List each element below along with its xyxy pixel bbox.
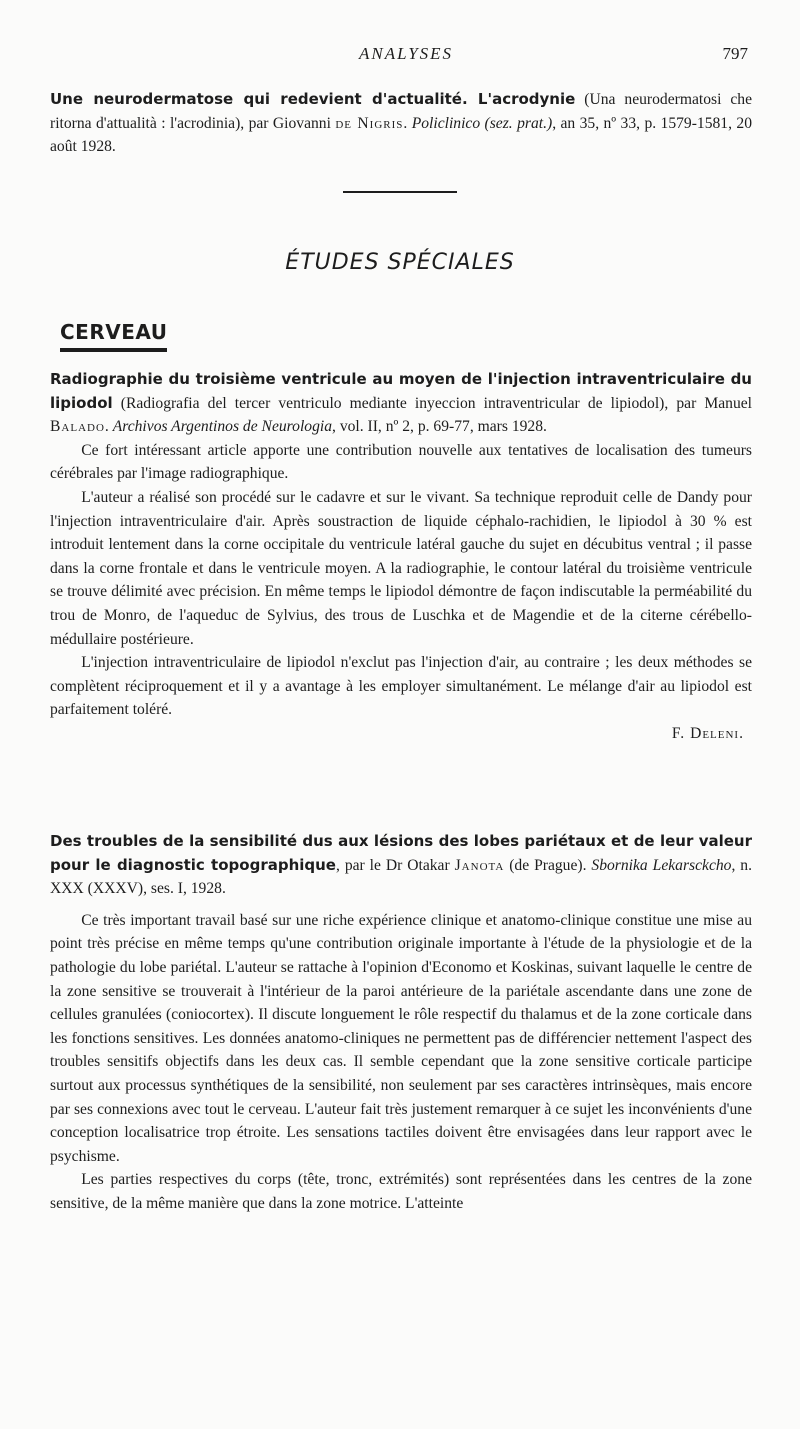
article-author: de Nigris <box>335 114 404 132</box>
article-journal: Archivos Argentinos de Neurologia <box>112 418 333 436</box>
subsection-heading: CERVEAU <box>60 320 167 352</box>
article-details: (Radiografia del tercer ventriculo mediante inyeccion intraventricular de lipiodol), par Manuel <box>112 394 752 412</box>
article-title: Une neurodermatose qui redevient d'actualité. L'acrodynie <box>50 90 576 108</box>
article-author: Balado <box>50 418 105 436</box>
running-head <box>52 44 760 68</box>
running-title: ANALYSES <box>358 44 454 63</box>
article-title: Des troubles de la sensibilité dus aux lésions des lobes pariétaux et de leur valeur pour le diagnostic topographique <box>50 832 752 874</box>
page-number: 797 <box>722 44 748 63</box>
section-heading: ÉTUDES SPÉCIALES <box>285 250 515 275</box>
article-paragraph: L'auteur a réalisé son procédé sur le cadavre et sur le vivant. Sa technique reproduit celle de Dandy pour l'injection intraventriculaire d'air. Après soustraction de liquide céphalo-rachidien, le lipiodol à 30 % est introduit lentement dans la corne occipitale du ventricule latéral gauche du sujet en décubitus ventral ; il passe dans la corne frontale et dans le ventricule moyen. A la radiographie, le contour latéral du troisième ventricule se trouve délimité avec précision. En même temps le lipiodol démontre de façon indiscutable la perméabilité du trou de Monro, de l'aqueduc de Sylvius, des trous de Luschka et de Magendie et de la citerne cérébello-médullaire postérieure. <box>50 488 752 648</box>
article-separator: . <box>104 418 113 436</box>
article-citation: , an 35, nº 33, p. 1579-1581, 20 août 1928. <box>50 114 753 156</box>
reviewer-signature: F. Deleni. <box>671 724 744 742</box>
article-separator: . <box>403 114 412 132</box>
article-radiographie <box>50 368 752 746</box>
article-journal: Sbornika Lekarsckcho <box>591 856 732 874</box>
article-acrodynie <box>50 88 752 159</box>
article-citation: , vol. II, nº 2, p. 69-77, mars 1928. <box>332 418 547 436</box>
article-details: (Una neurodermatosi che ritorna d'attualità : l'acrodinia), par Giovanni <box>50 91 752 132</box>
section-separator <box>343 191 457 193</box>
article-details-origin: (de Prague). <box>504 856 592 874</box>
article-paragraph: Ce très important travail basé sur une riche expérience clinique et anatomo-clinique constitue une mise au point très précise en même temps qu'une contribution originale importante à l'étude de la physiologie et de la pathologie du lobe pariétal. L'auteur se rattache à l'opinion d'Economo et Koskinas, suivant laquelle le centre de la zone sensitive se trouverait à l'intérieur de la paroi antérieure de la pariétale ascendante dans une zone de cellules granulées (coniocortex). Il discute longuement le rôle respectif du thalamus et de la zone corticale dans les fonctions sensitives. Les données anatomo-cliniques ne permettent pas de différencier nettement l'aspect des troubles sensitifs objectifs dans les deux cas. Il semble cependant que la zone sensitive corticale participe surtout aux processus synthétiques de la sensibilité, non seulement par ses caractères intrinsèques, mais encore par ses connexions avec tout le cerveau. L'auteur fait très justement remarquer à ce sujet les inconvénients d'une conception localisatrice trop étroite. Les sensations tactiles doivent être envisagées dans leur rapport avec le psychisme. <box>50 911 752 1165</box>
article-paragraph: L'injection intraventriculaire de lipiodol n'exclut pas l'injection d'air, au contraire ; les deux méthodes se complètent réciproquement et il y a avantage à les employer simultanément. Le mélange d'air au lipiodol est parfaitement toléré. <box>50 654 752 719</box>
article-paragraph: Ce fort intéressant article apporte une contribution nouvelle aux tentatives de localisation des tumeurs cérébrales par l'image radiographique. <box>50 441 752 483</box>
article-citation: , n. XXX (XXXV), ses. I, 1928. <box>50 856 752 898</box>
article-details: , par le Dr Otakar <box>335 856 455 874</box>
article-paragraph: Les parties respectives du corps (tête, tronc, extrémités) sont représentées dans les centres de la zone sensitive, de la même manière que dans la zone motrice. L'atteinte <box>50 1171 752 1212</box>
article-title: Radiographie du troisième ventricule au moyen de l'injection intraventriculaire du lipiodol <box>50 370 752 412</box>
article-author: Janota <box>454 856 505 874</box>
article-journal: Policlinico (sez. prat.) <box>411 114 553 132</box>
article-sensibilite <box>50 830 752 1216</box>
